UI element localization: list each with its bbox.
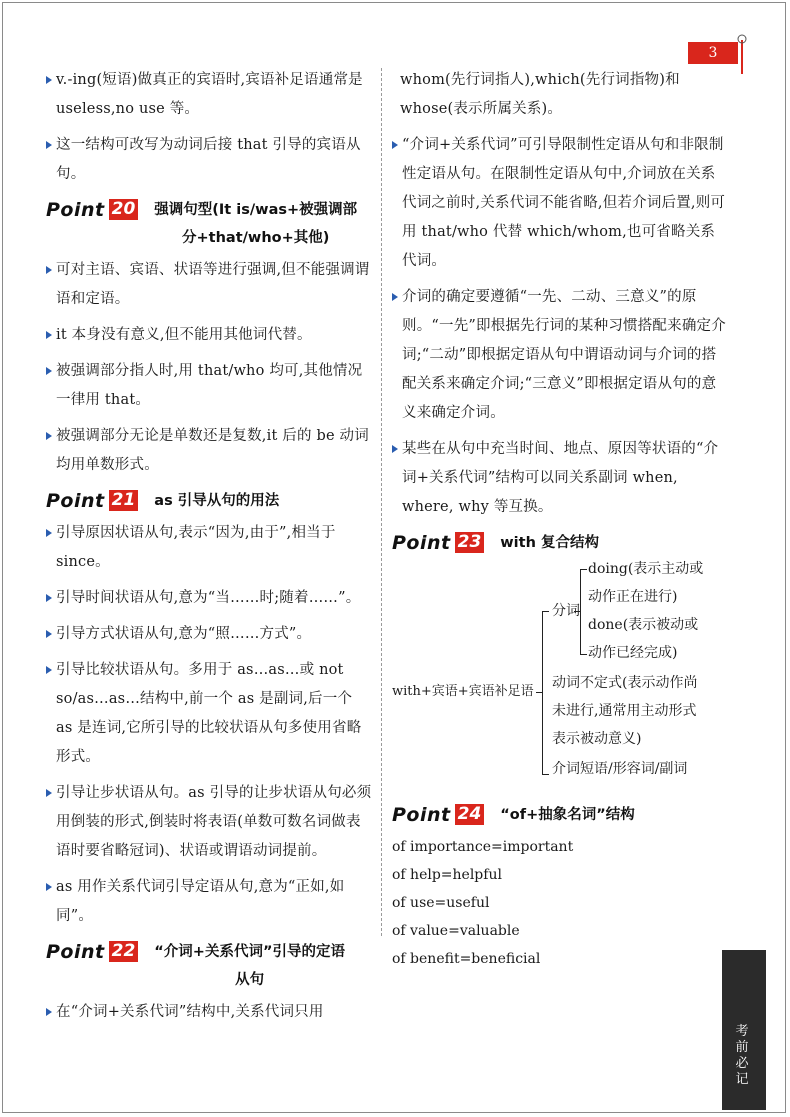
participle-brace-tip: [574, 611, 580, 612]
formula-line: of benefit=beneficial: [392, 951, 541, 967]
diagram-root: with+宾语+宾语补足语: [392, 684, 534, 699]
bullet-paragraph: as 用作关系代词引导定语从句,意为“正如,如同”。: [46, 873, 372, 931]
main-brace: [542, 611, 549, 775]
bullet-paragraph: “介词+关系代词”可引导限制性定语从句和非限制性定语从句。在限制性定语从句中,介词放在关系代词之前时,关系代词不能省略,但若介词后置,则可用 that/who 代替 which/whom,也可省略关系代词。: [392, 131, 728, 276]
flag-pole-icon: [737, 34, 747, 74]
bullet-paragraph: 引导方式状语从句,意为“照……方式”。: [46, 620, 372, 649]
column-divider: [381, 68, 382, 936]
page-number: 3: [688, 42, 738, 64]
bullet-arrow-icon: [46, 529, 52, 537]
bullet-paragraph: 可对主语、宾语、状语等进行强调,但不能强调谓语和定语。: [46, 256, 372, 314]
bullet-paragraph: v.-ing(短语)做真正的宾语时,宾语补足语通常是 useless,no use 等。: [46, 66, 372, 124]
bullet-paragraph: 引导原因状语从句,表示“因为,由于”,相当于 since。: [46, 519, 372, 577]
bullet-paragraph: 在“介词+关系代词”结构中,关系代词只用: [46, 998, 372, 1027]
point-20-heading: Point 20 强调句型(It is/was+被强调部 分+that/who+其他): [46, 199, 358, 246]
bullet-paragraph: 引导比较状语从句。多用于 as…as…或 not so/as…as…结构中,前一个 as 是副词,后一个 as 是连词,它所引导的比较状语从句多使用省略形式。: [46, 656, 372, 772]
point-22-heading: Point 22 “介词+关系代词”引导的定语 从句: [46, 941, 345, 988]
bullet-arrow-icon: [46, 367, 52, 375]
bullet-paragraph: it 本身没有意义,但不能用其他词代替。: [46, 321, 372, 350]
bullet-arrow-icon: [46, 331, 52, 339]
participle-brace: [580, 569, 587, 655]
bullet-arrow-icon: [46, 432, 52, 440]
with-structure-diagram: with+宾语+宾语补足语 分词 doing(表示主动或 动作正在进行) done(表示被动或 动作已经完成) 动词不定式(表示动作尚 未进行,通常用主动形式 表示被动意义) 介词短语/形容词/副词: [392, 561, 704, 777]
right-column: [392, 66, 728, 973]
bullet-paragraph: 介词的确定要遵循“一先、二动、三意义”的原则。“一先”即根据先行词的某种习惯搭配来确定介词;“二动”即根据定语从句中谓语动词与介词的搭配关系来确定介词;“三意义”即根据定语从句的意义来确定介词。: [392, 283, 728, 428]
left-column: [46, 66, 372, 1034]
point-24-heading: Point 24 “of+抽象名词”结构: [392, 804, 635, 826]
bullet-paragraph: 引导让步状语从句。as 引导的让步状语从句必须用倒装的形式,倒装时将表语(单数可数名词做表语时要省略冠词)、状语或谓语动词提前。: [46, 779, 372, 866]
bullet-paragraph: 这一结构可改写为动词后接 that 引导的宾语从句。: [46, 131, 372, 189]
bullet-arrow-icon: [392, 293, 398, 301]
bullet-arrow-icon: [46, 76, 52, 84]
bullet-arrow-icon: [46, 883, 52, 891]
diagram-participle: 分词: [552, 603, 580, 619]
main-brace-tip: [536, 692, 542, 693]
side-tab-label: 考前必记: [735, 1024, 749, 1087]
bullet-arrow-icon: [392, 141, 398, 149]
bullet-arrow-icon: [46, 1008, 52, 1016]
bullet-arrow-icon: [46, 666, 52, 674]
bullet-paragraph: 引导时间状语从句,意为“当……时;随着……”。: [46, 584, 372, 613]
formula-line: of help=helpful: [392, 867, 502, 883]
bullet-arrow-icon: [46, 789, 52, 797]
formula-line: of use=useful: [392, 895, 490, 911]
formula-line: of importance=important: [392, 839, 574, 855]
bullet-arrow-icon: [392, 445, 398, 453]
bullet-arrow-icon: [46, 594, 52, 602]
bullet-paragraph: 被强调部分指人时,用 that/who 均可,其他情况一律用 that。: [46, 357, 372, 415]
point-21-heading: Point 21 as 引导从句的用法: [46, 490, 280, 512]
bullet-paragraph: 某些在从句中充当时间、地点、原因等状语的“介词+关系代词”结构可以同关系副词 when, where, why 等互换。: [392, 435, 728, 522]
point-23-heading: Point 23 with 复合结构: [392, 532, 599, 554]
formula-line: of value=valuable: [392, 923, 520, 939]
bullet-arrow-icon: [46, 266, 52, 274]
bullet-paragraph: 被强调部分无论是单数还是复数,it 后的 be 动词均用单数形式。: [46, 422, 372, 480]
continued-paragraph: whom(先行词指人),which(先行词指物)和 whose(表示所属关系)。: [400, 72, 680, 117]
bullet-arrow-icon: [46, 141, 52, 149]
bullet-arrow-icon: [46, 630, 52, 638]
